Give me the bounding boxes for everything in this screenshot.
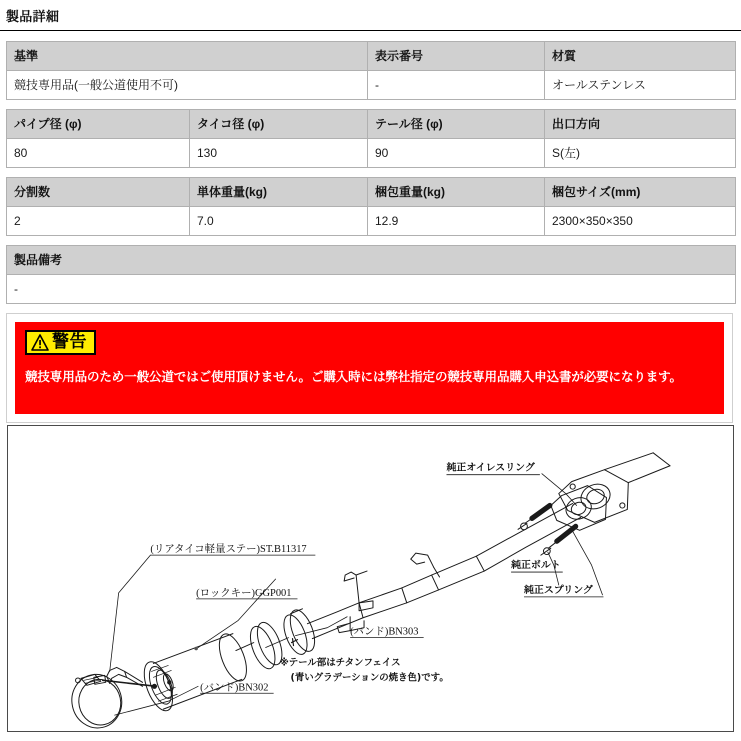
cell-material-value: オールステンレス [545, 71, 736, 100]
cell-split-count-value: 2 [7, 207, 190, 236]
weights-table [6, 177, 736, 236]
column-header-standard: 基準 [7, 42, 368, 71]
column-header-product-remarks: 製品備考 [7, 246, 736, 275]
cell-package-weight-value: 12.9 [368, 207, 545, 236]
label-band-bn303: (バンド)BN303 [350, 626, 419, 638]
table-row [7, 275, 736, 304]
label-lock-key: (ロックキー)GGP001 [196, 587, 292, 599]
dimensions-table [6, 109, 736, 168]
table-row [7, 71, 736, 100]
table-row [7, 139, 736, 168]
exhaust-system-diagram [7, 425, 734, 732]
cell-pipe-diameter-value: 80 [7, 139, 190, 168]
column-header-display-number: 表示番号 [368, 42, 545, 71]
column-header-pipe-diameter: パイプ径 (φ) [7, 110, 190, 139]
warning-badge [25, 330, 96, 355]
column-header-tail-diameter: テール径 (φ) [368, 110, 545, 139]
cell-product-remarks-value: - [7, 275, 736, 304]
cell-tail-diameter-value: 90 [368, 139, 545, 168]
cell-taiko-diameter-value: 130 [190, 139, 368, 168]
label-genuine-bolt: 純正ボルト [511, 560, 561, 572]
table-header-row [7, 246, 736, 275]
cell-package-size-value: 2300×350×350 [545, 207, 736, 236]
label-band-bn302: (バンド)BN302 [200, 682, 269, 694]
table-header-row [7, 42, 736, 71]
label-genuine-spring: 純正スプリング [523, 584, 593, 596]
cell-standard-value: 競技専用品(一般公道使用不可) [7, 71, 368, 100]
standards-table [6, 41, 736, 100]
warning-triangle-icon [31, 334, 49, 351]
cell-outlet-direction-value: S(左) [545, 139, 736, 168]
column-header-package-size: 梱包サイズ(mm) [545, 178, 736, 207]
warning-message: 競技専用品のため一般公道ではご使用頂けません。ご購入時には弊社指定の競技専用品購入申込書が必要になります。 [25, 370, 682, 384]
column-header-split-count: 分割数 [7, 178, 190, 207]
diagram-note-line1: ※テール部はチタンフェイス [279, 657, 401, 669]
cell-unit-weight-value: 7.0 [190, 207, 368, 236]
column-header-package-weight: 梱包重量(kg) [368, 178, 545, 207]
table-header-row [7, 110, 736, 139]
label-rear-taiko-stay: (リアタイコ軽量ステー)ST.B11317 [150, 544, 307, 556]
column-header-taiko-diameter: タイコ径 (φ) [190, 110, 368, 139]
table-row [7, 207, 736, 236]
table-header-row [7, 178, 736, 207]
label-genuine-oiles-ring: 純正オイレスリング [446, 462, 535, 474]
diagram-note-line2: (青いグラデーションの焼き色)です。 [290, 672, 449, 684]
remarks-table [6, 245, 736, 304]
column-header-material: 材質 [545, 42, 736, 71]
warning-badge-label: 警告 [52, 332, 87, 352]
column-header-outlet-direction: 出口方向 [545, 110, 736, 139]
title-divider [0, 30, 741, 31]
warning-box [15, 322, 724, 414]
warning-panel [6, 313, 733, 423]
page-title: 製品詳細 [6, 9, 60, 24]
cell-display-number-value: - [368, 71, 545, 100]
column-header-unit-weight: 単体重量(kg) [190, 178, 368, 207]
